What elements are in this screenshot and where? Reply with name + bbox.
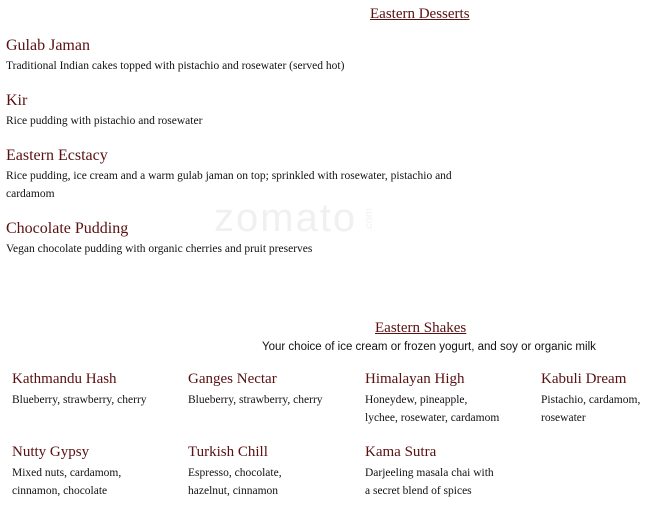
shake-name: Kathmandu Hash (12, 371, 117, 387)
eastern-shakes-heading: Eastern Shakes (375, 320, 467, 336)
dessert-name: Kir (6, 92, 28, 109)
eastern-desserts-heading: Eastern Desserts (370, 6, 470, 22)
shake-description: Blueberry, strawberry, cherry (12, 394, 147, 406)
shake-name: Himalayan High (365, 371, 465, 387)
dessert-description: Rice pudding, ice cream and a warm gulab jaman on top; sprinkled with rosewater, pistachio and cardamom (6, 170, 452, 200)
shake-item (188, 370, 358, 409)
shake-item (12, 443, 182, 500)
shake-item (12, 370, 182, 409)
shake-name: Kama Sutra (365, 444, 437, 460)
shake-name: Kabuli Dream (541, 371, 627, 387)
shake-description: Mixed nuts, cardamom, cinnamon, chocolate (12, 467, 122, 497)
dessert-description: Rice pudding with pistachio and rosewater (6, 115, 203, 127)
watermark-suffix: .com (363, 208, 376, 233)
shake-item (365, 443, 535, 500)
dessert-name: Gulab Jaman (6, 37, 90, 54)
dessert-name: Eastern Ecstacy (6, 147, 108, 164)
shake-description: Honeydew, pineapple, lychee, rosewater, cardamom (365, 394, 500, 424)
shake-description: Pistachio, cardamom, rosewater (541, 394, 641, 424)
shake-description: Darjeeling masala chai with a secret blend of spices (365, 467, 494, 497)
shake-name: Turkish Chill (188, 444, 268, 460)
zomato-watermark (214, 196, 381, 241)
dessert-item (6, 92, 456, 130)
shake-description: Espresso, chocolate, hazelnut, cinnamon (188, 467, 282, 497)
shake-name: Nutty Gypsy (12, 444, 90, 460)
dessert-item (6, 37, 456, 75)
dessert-description: Vegan chocolate pudding with organic cherries and pruit preserves (6, 243, 313, 255)
dessert-description: Traditional Indian cakes topped with pistachio and rosewater (served hot) (6, 60, 345, 72)
shakes-subtitle: Your choice of ice cream or frozen yogurt, and soy or organic milk (262, 341, 596, 353)
shake-item (365, 370, 535, 427)
dessert-item (6, 147, 456, 203)
shake-name: Ganges Nectar (188, 371, 277, 387)
watermark-text: zomato (214, 196, 358, 240)
dessert-name: Chocolate Pudding (6, 220, 129, 237)
shake-description: Blueberry, strawberry, cherry (188, 394, 323, 406)
shake-item (541, 370, 649, 427)
shake-item (188, 443, 358, 500)
